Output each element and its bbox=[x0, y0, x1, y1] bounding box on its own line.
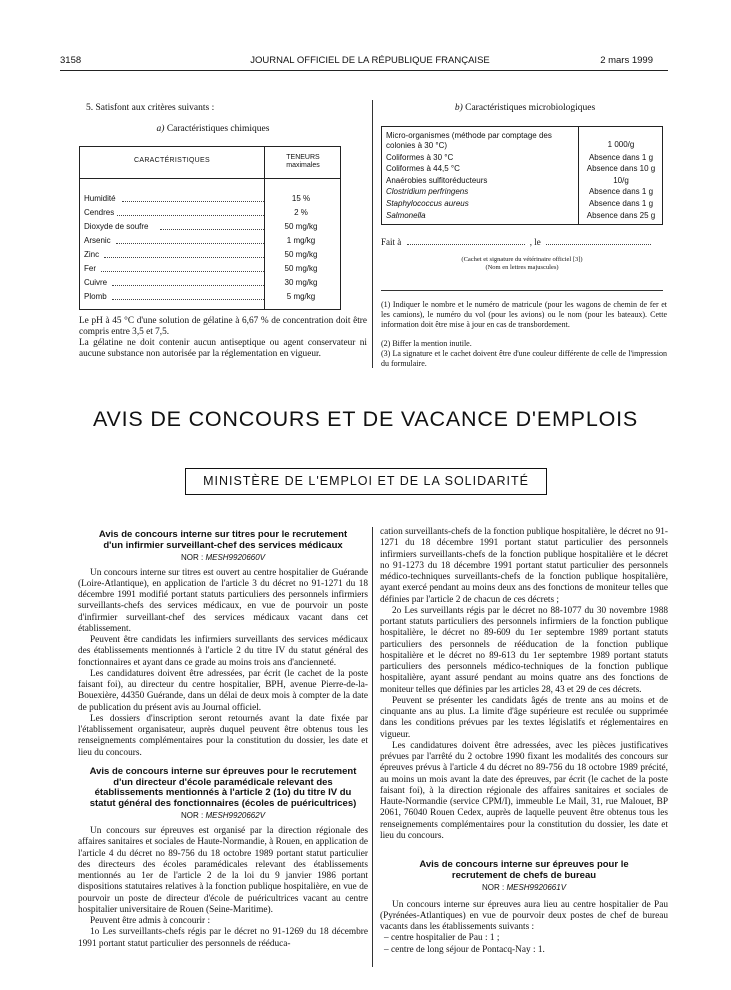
nor-label: NOR : bbox=[481, 882, 505, 892]
chemical-row bbox=[84, 236, 338, 250]
avis1-title: Avis de concours interne sur titres pour le recrutement d'un infirmier surveillant-chef des services médicaux bbox=[98, 529, 348, 551]
micro-value: 1 000/g bbox=[607, 140, 635, 149]
chemical-value: 50 mg/kg bbox=[284, 264, 318, 273]
chemical-subtitle-prefix: a) bbox=[156, 124, 165, 134]
leader-dots bbox=[160, 229, 264, 230]
micro-table bbox=[381, 126, 663, 225]
le-label: , le bbox=[529, 237, 541, 247]
leader-dots bbox=[104, 257, 264, 258]
avis2-continued-paragraph: cation surveillants-chefs de la fonction publique hospitalière, le décret no 91-1271 du 18 décembre 1991 portant statut particulier des personnels infirmiers surveillants-chefs de la fonction publique hospitalière et le décret no 91-1273 du 18 décembre 1991 portant statut particulier des personnels médico-techniques surveillants-chefs de la fonction publique hospitalière, ayant exercé pendant au moins deux ans des fonctions de moniteur telles que définies par l'article 2 de chacun de ces décrets ; bbox=[380, 527, 668, 605]
avis3-nor bbox=[380, 883, 668, 892]
micro-name: Clostridium perfringens bbox=[386, 187, 469, 196]
micro-value: Absence dans 25 g bbox=[586, 211, 656, 220]
avis3-paragraph: Un concours interne sur épreuves aura lieu au centre hospitalier de Pau (Pyrénées-Atlantiques) en vue de pourvoir deux postes de chef de bureau vacants dans les établissements suivants : bbox=[380, 899, 668, 933]
avis1-paragraph: Un concours interne sur titres est ouvert au centre hospitalier de Guérande (Loire-Atlantique), en application de l'article 3 du décret no 91-1271 du 18 décembre 1991 modifié portant statuts particuliers des personnels infirmiers surveillants-chefs des services médicaux, en vue de pourvoir un poste d'infirmier surveillant-chef des services médicaux vacant dans cet établissement. bbox=[78, 567, 368, 634]
chemical-name: Cendres bbox=[84, 208, 115, 217]
leader-dots bbox=[112, 285, 264, 286]
micro-name: Coliformes à 44,5 °C bbox=[386, 164, 460, 173]
micro-value: 10/g bbox=[613, 176, 629, 185]
avis3-list-item: – centre de long séjour de Pontacq-Nay : 1. bbox=[384, 944, 545, 955]
avis1-nor bbox=[78, 553, 368, 562]
column-divider bbox=[372, 527, 373, 967]
avis2-paragraph: Peuvent être admis à concourir : bbox=[90, 916, 211, 927]
signature-note-line2: (Nom en lettres majuscules) bbox=[485, 264, 559, 271]
chemical-row bbox=[84, 292, 338, 306]
micro-value: Absence dans 10 g bbox=[586, 164, 656, 173]
micro-name: Anaérobies sulfitoréducteurs bbox=[386, 176, 488, 185]
micro-subtitle-text: Caractéristiques microbiologiques bbox=[465, 103, 596, 113]
chemical-name: Humidité bbox=[84, 194, 116, 203]
chemical-name: Plomb bbox=[84, 292, 107, 301]
leader-dots bbox=[117, 215, 264, 216]
journal-title: JOURNAL OFFICIEL DE LA RÉPUBLIQUE FRANÇAISE bbox=[250, 55, 490, 66]
micro-subtitle bbox=[380, 103, 670, 113]
nor-label: NOR : bbox=[180, 552, 204, 562]
criteria-heading: 5. Satisfont aux critères suivants : bbox=[86, 103, 215, 113]
chemical-value: 15 % bbox=[291, 194, 311, 203]
chemical-row bbox=[84, 208, 338, 222]
chemical-value: 2 % bbox=[294, 208, 308, 217]
avis1-paragraph: Les dossiers d'inscription seront retournés avant la date fixée par l'établissement organisateur, auprès duquel peuvent être obtenus tous les renseignements complémentaires pour la constitution du dossier, les date et lieu du concours. bbox=[78, 713, 368, 758]
micro-value: Absence dans 1 g bbox=[588, 199, 654, 208]
micro-name: Micro-organismes (méthode par comptage des colonies à 30 °C) bbox=[386, 131, 552, 150]
page-number: 3158 bbox=[60, 55, 82, 66]
avis3-list-item: – centre hospitalier de Pau : 1 ; bbox=[384, 933, 500, 944]
leader-dots bbox=[116, 243, 264, 244]
chemical-value: 50 mg/kg bbox=[284, 222, 318, 231]
chemical-row bbox=[84, 278, 338, 292]
date-dots bbox=[546, 244, 651, 245]
chemical-row bbox=[84, 250, 338, 264]
chemical-name: Fer bbox=[84, 264, 96, 273]
chemical-value: 30 mg/kg bbox=[284, 278, 318, 287]
chemical-header-content bbox=[265, 154, 341, 170]
left-column bbox=[78, 530, 368, 950]
chemical-header-content-line2: maximales bbox=[286, 162, 320, 169]
place-dots bbox=[407, 244, 525, 245]
chemical-value: 1 mg/kg bbox=[286, 236, 316, 245]
avis1-paragraph: Peuvent être candidats les infirmiers surveillants des services médicaux des établissements mentionnés à l'article 2 du titre IV du statut général des fonctionnaires et ayant dans ce grade au moins trois ans d'ancienneté. bbox=[78, 635, 368, 668]
chemical-name: Arsenic bbox=[84, 236, 111, 245]
signature-note-line1: (Cachet et signature du vétérinaire officiel [3]) bbox=[461, 256, 583, 263]
chemical-header-characteristics: CARACTÉRISTIQUES bbox=[134, 157, 210, 164]
chemical-row bbox=[84, 222, 338, 236]
avis2-title: Avis de concours interne sur épreuves pour le recrutement d'un directeur d'école paramédicale relevant des établissements mentionnés à l'article 2 (1o) du titre IV du statut général des fonctionnaires (écoles de puéricultrices) bbox=[89, 765, 357, 810]
chemical-header-content-line1: TENEURS bbox=[286, 154, 320, 161]
micro-name: Staphylococcus aureus bbox=[386, 199, 469, 208]
header-rule bbox=[60, 70, 668, 71]
avis2-paragraph: 1o Les surveillants-chefs régis par le décret no 91-1269 du 18 décembre 1991 portant statut particulier des personnels de rééduca- bbox=[78, 927, 368, 949]
chemical-table bbox=[79, 146, 341, 310]
micro-name: Coliformes à 30 °C bbox=[386, 153, 454, 162]
main-title: AVIS DE CONCOURS ET DE VACANCE D'EMPLOIS bbox=[92, 407, 639, 431]
chemical-value: 5 mg/kg bbox=[286, 292, 316, 301]
chemical-name: Dioxyde de soufre bbox=[84, 222, 149, 231]
right-column bbox=[380, 527, 668, 956]
avis1-paragraph: Les candidatures doivent être adressées, par écrit (le cachet de la poste faisant foi), au directeur du centre hospitalier, BPH, avenue Pierre-de-la-Bouexière, 44350 Guérande, dans un délai de deux mois à compter de la date de publication du présent avis au Journal officiel. bbox=[78, 668, 368, 713]
nor-code: MESH9920661V bbox=[506, 882, 567, 892]
chemical-subtitle-text: Caractéristiques chimiques bbox=[166, 124, 270, 134]
ministry-name: MINISTÈRE DE L'EMPLOI ET DE LA SOLIDARITÉ bbox=[203, 474, 529, 488]
gelatine-requirement: La gélatine ne doit contenir aucun antiseptique ou agent conservateur ni aucune substance non autorisée par la réglementation en vigueur. bbox=[79, 338, 367, 360]
chemical-row bbox=[84, 194, 338, 208]
avis2-continued-paragraph: Peuvent se présenter les candidats âgés de trente ans au moins et de cinquante ans au plus. La limite d'âge supérieure est reculée ou supprimée dans les conditions prévues par les textes législatifs et réglementaires en vigueur. bbox=[380, 695, 668, 740]
nor-code: MESH9920660V bbox=[205, 552, 266, 562]
signature-place-date bbox=[381, 237, 663, 247]
chemical-name: Cuivre bbox=[84, 278, 108, 287]
micro-name: Salmonella bbox=[386, 211, 426, 220]
micro-row bbox=[386, 131, 662, 151]
top-column-divider bbox=[372, 100, 373, 368]
ministry-box bbox=[185, 468, 547, 495]
leader-dots bbox=[101, 271, 264, 272]
chemical-value: 50 mg/kg bbox=[284, 250, 318, 259]
signature-note bbox=[381, 256, 663, 272]
issue-date: 2 mars 1999 bbox=[600, 55, 653, 66]
chemical-name: Zinc bbox=[84, 250, 100, 259]
footnote-rule bbox=[381, 290, 663, 291]
avis3-title: Avis de concours interne sur épreuves pour le recrutement de chefs de bureau bbox=[419, 859, 629, 881]
avis2-continued-paragraph: 2o Les surveillants régis par le décret no 88-1077 du 30 novembre 1988 portant statuts particuliers des personnels infirmiers de la fonction publique hospitalière, le décret no 89-609 du 1er septembre 1989 portant statuts particuliers des personnels de rééducation de la fonction publique hospitalière et le décret no 89-613 du 1er septembre 1989 portant statuts particuliers des personnels médico-techniques de la fonction publique hospitalière, ayant assuré pendant au moins quatre ans des fonctions de moniteur telles que définies par les articles 28, 43 et 29 de ces décrets. bbox=[380, 605, 668, 695]
nor-label: NOR : bbox=[180, 811, 204, 821]
fait-a-label: Fait à bbox=[381, 237, 402, 247]
footnote: (1) Indiquer le nombre et le numéro de matricule (pour les wagons de chemin de fer et les camions), le numéro du vol (pour les avions) ou le nom (pour les bateaux). Cette information doit être mise à jour en cas de transbordement. bbox=[381, 300, 667, 329]
avis2-paragraph: Un concours sur épreuves est organisé par la direction régionale des affaires sanitaires et sociales de Haute-Normandie, à Rouen, en application de l'article 4 du décret no 89-756 du 18 octobre 1989 portant statut particulier des directeurs des écoles paramédicales relevant des établissements mentionnés au 1er de l'article 2 de la loi du 9 janvier 1986 portant dispositions statutaires relatives à la fonction publique hospitalière, en vue de pourvoir un poste de directeur d'école de puéricultrices vacant au centre hospitalier universitaire de Rouen (Seine-Maritime). bbox=[78, 826, 368, 915]
micro-value: Absence dans 1 g bbox=[588, 187, 654, 196]
chemical-row bbox=[84, 264, 338, 278]
footnote: (2) Biffer la mention inutile. bbox=[381, 339, 472, 348]
micro-value: Absence dans 1 g bbox=[588, 153, 654, 162]
nor-code: MESH9920662V bbox=[205, 811, 266, 821]
ph-requirement: Le pH à 45 °C d'une solution de gélatine à 6,67 % de concentration doit être compris entre 3,5 et 7,5. bbox=[79, 316, 367, 338]
leader-dots bbox=[122, 201, 264, 202]
micro-subtitle-prefix: b) bbox=[454, 103, 463, 113]
leader-dots bbox=[112, 299, 264, 300]
avis2-continued-paragraph: Les candidatures doivent être adressées, avec les pièces justificatives prévues par l'arrêté du 2 octobre 1990 fixant les modalités des concours sur épreuves prévus à l'article 4 du décret no 89-756 du 18 octobre 1989 précité, au moins un mois avant la date des épreuves, par écrit (le cachet de la poste faisant foi), à la direction régionale des affaires sanitaires et sociales de Haute-Normandie (service CPM/I), immeuble Le Mail, 31, rue Malouet, BP 2061, 76040 Rouen Cedex, auprès de laquelle peuvent être obtenus tous les renseignements complémentaires pour la constitution du dossier, les date et lieu du concours. bbox=[380, 740, 668, 841]
avis2-nor bbox=[78, 811, 368, 820]
chemical-subtitle bbox=[60, 124, 366, 134]
chemical-table-header bbox=[80, 147, 340, 179]
footnote: (3) La signature et le cachet doivent être d'une couleur différente de celle de l'impression du formulaire. bbox=[381, 349, 667, 368]
